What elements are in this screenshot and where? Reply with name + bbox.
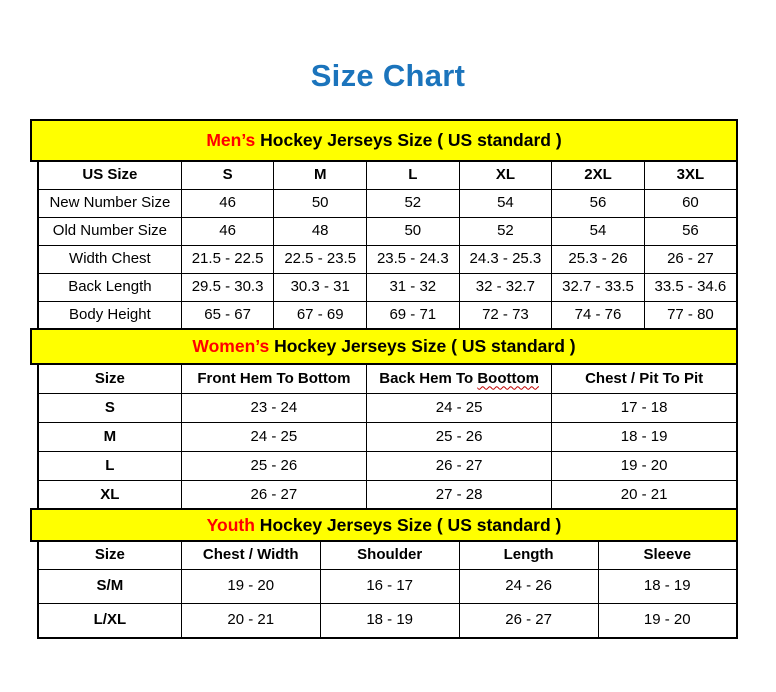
size-cell: 24.3 - 25.3 xyxy=(459,245,552,273)
row-label: L xyxy=(38,451,181,480)
size-cell: 19 - 20 xyxy=(181,569,320,603)
column-header: 2XL xyxy=(552,161,645,190)
row-label: Old Number Size xyxy=(38,217,181,245)
section-header-text: Hockey Jerseys Size ( US standard ) xyxy=(255,130,562,150)
column-header: Chest / Pit To Pit xyxy=(552,364,737,394)
size-cell: 26 - 27 xyxy=(367,451,552,480)
section-header-youth xyxy=(30,508,738,542)
row-label: XL xyxy=(38,480,181,510)
womens-size-table xyxy=(37,363,738,511)
table-row xyxy=(38,569,737,603)
size-cell: 18 - 19 xyxy=(552,422,737,451)
table-row xyxy=(38,217,737,245)
size-cell: 24 - 25 xyxy=(367,393,552,422)
table-row xyxy=(38,245,737,273)
size-cell: 23 - 24 xyxy=(181,393,366,422)
size-cell: 74 - 76 xyxy=(552,301,645,330)
misspelled-word: Boottom xyxy=(477,369,539,387)
size-cell: 72 - 73 xyxy=(459,301,552,330)
table-row xyxy=(38,273,737,301)
size-cell: 17 - 18 xyxy=(552,393,737,422)
table-row xyxy=(38,301,737,330)
size-cell: 32.7 - 33.5 xyxy=(552,273,645,301)
header-row xyxy=(38,364,737,394)
size-cell: 56 xyxy=(552,189,645,217)
column-header: Size xyxy=(38,364,181,394)
size-cell: 32 - 32.7 xyxy=(459,273,552,301)
column-header: Sleeve xyxy=(598,541,737,570)
column-header: L xyxy=(367,161,460,190)
size-cell: 25 - 26 xyxy=(367,422,552,451)
size-cell: 25 - 26 xyxy=(181,451,366,480)
size-cell: 69 - 71 xyxy=(367,301,460,330)
column-header: S xyxy=(181,161,274,190)
size-cell: 25.3 - 26 xyxy=(552,245,645,273)
size-cell: 19 - 20 xyxy=(552,451,737,480)
row-label: Width Chest xyxy=(38,245,181,273)
table-row xyxy=(38,189,737,217)
table-row xyxy=(38,422,737,451)
size-cell: 22.5 - 23.5 xyxy=(274,245,367,273)
table-row xyxy=(38,393,737,422)
section-header-highlight: Youth xyxy=(206,514,255,535)
size-cell: 52 xyxy=(367,189,460,217)
size-cell: 21.5 - 22.5 xyxy=(181,245,274,273)
table-row xyxy=(38,451,737,480)
header-row xyxy=(38,541,737,570)
column-header: Shoulder xyxy=(320,541,459,570)
size-cell: 26 - 27 xyxy=(181,480,366,510)
size-tables-container xyxy=(37,119,738,639)
size-cell: 31 - 32 xyxy=(367,273,460,301)
size-cell: 77 - 80 xyxy=(644,301,737,330)
section-header-highlight: Men’s xyxy=(206,130,256,150)
section-header-mens xyxy=(30,119,738,162)
size-cell: 54 xyxy=(552,217,645,245)
size-cell: 23.5 - 24.3 xyxy=(367,245,460,273)
size-cell: 29.5 - 30.3 xyxy=(181,273,274,301)
size-cell: 67 - 69 xyxy=(274,301,367,330)
size-cell: 60 xyxy=(644,189,737,217)
column-header: M xyxy=(274,161,367,190)
row-label: Back Length xyxy=(38,273,181,301)
row-label: New Number Size xyxy=(38,189,181,217)
size-cell: 26 - 27 xyxy=(644,245,737,273)
size-cell: 46 xyxy=(181,189,274,217)
table-row xyxy=(38,480,737,510)
column-header: Length xyxy=(459,541,598,570)
column-header: US Size xyxy=(38,161,181,190)
row-label: L/XL xyxy=(38,603,181,638)
size-cell: 20 - 21 xyxy=(552,480,737,510)
size-cell: 18 - 19 xyxy=(320,603,459,638)
size-cell: 48 xyxy=(274,217,367,245)
column-header: Chest / Width xyxy=(181,541,320,570)
size-cell: 16 - 17 xyxy=(320,569,459,603)
section-header-womens xyxy=(30,328,738,365)
size-cell: 24 - 25 xyxy=(181,422,366,451)
size-cell: 27 - 28 xyxy=(367,480,552,510)
size-cell: 56 xyxy=(644,217,737,245)
row-label: S/M xyxy=(38,569,181,603)
size-cell: 65 - 67 xyxy=(181,301,274,330)
header-row xyxy=(38,161,737,190)
size-cell: 24 - 26 xyxy=(459,569,598,603)
section-womens xyxy=(37,328,738,511)
table-row xyxy=(38,603,737,638)
size-cell: 33.5 - 34.6 xyxy=(644,273,737,301)
column-header: Back Hem To Boottom xyxy=(367,364,552,394)
size-cell: 19 - 20 xyxy=(598,603,737,638)
size-cell: 18 - 19 xyxy=(598,569,737,603)
row-label: Body Height xyxy=(38,301,181,330)
section-header-text: Hockey Jerseys Size ( US standard ) xyxy=(254,514,562,535)
section-header-text: Hockey Jerseys Size ( US standard ) xyxy=(269,336,576,356)
section-youth xyxy=(37,508,738,639)
section-header-highlight: Women’s xyxy=(192,336,270,356)
section-mens xyxy=(37,119,738,331)
column-header: XL xyxy=(459,161,552,190)
size-cell: 52 xyxy=(459,217,552,245)
column-header: Size xyxy=(38,541,181,570)
youth-size-table xyxy=(37,540,738,639)
size-cell: 54 xyxy=(459,189,552,217)
column-header: Front Hem To Bottom xyxy=(181,364,366,394)
page-title: Size Chart xyxy=(310,58,466,93)
row-label: M xyxy=(38,422,181,451)
column-header: 3XL xyxy=(644,161,737,190)
size-cell: 20 - 21 xyxy=(181,603,320,638)
size-cell: 46 xyxy=(181,217,274,245)
size-cell: 50 xyxy=(274,189,367,217)
mens-size-table xyxy=(37,160,738,331)
size-cell: 30.3 - 31 xyxy=(274,273,367,301)
size-cell: 50 xyxy=(367,217,460,245)
row-label: S xyxy=(38,393,181,422)
size-cell: 26 - 27 xyxy=(459,603,598,638)
